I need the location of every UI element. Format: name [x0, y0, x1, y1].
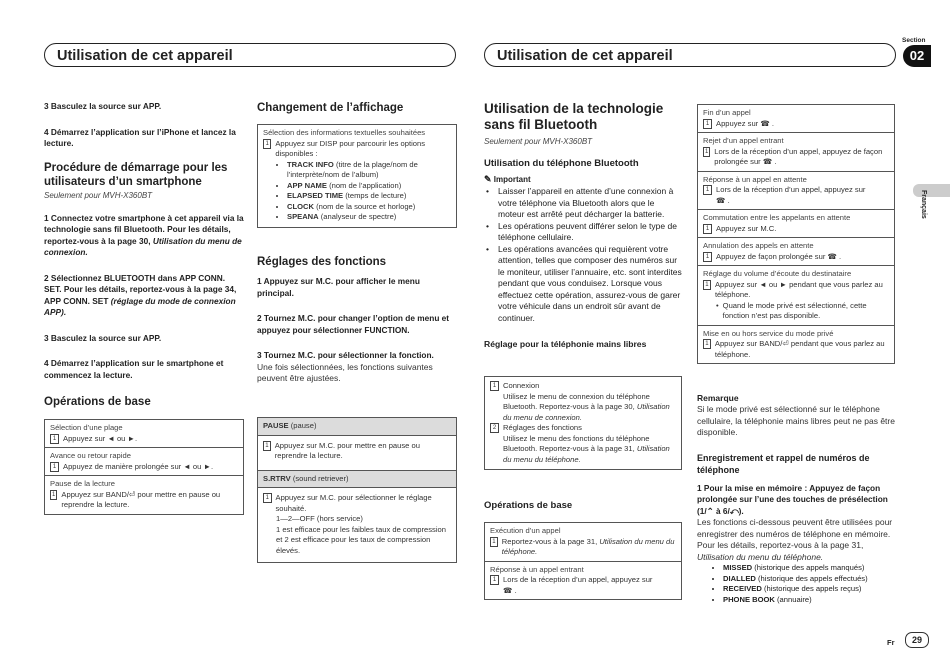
step: 4 Démarrez l’application sur l’iPhone et lancez la lecture.	[44, 126, 236, 148]
section-heading: Procédure de démarrage pour les utilisateurs d’un smartphone	[44, 161, 228, 188]
language-tab	[913, 184, 950, 197]
section-heading: Réglages des fonctions	[257, 256, 387, 268]
list-item: • SPEANA (analyseur de spectre)	[287, 212, 451, 223]
column-3	[484, 101, 682, 350]
step: 1 Connectez votre smartphone à cet appareil via la technologie sans fil Bluetooth. Pour les détails, reportez-vous à la page 30, Utilisation du menu de connexion.	[44, 212, 244, 257]
table-row: Réponse à un appel entrant 1 Lors de la réception d’un appel, appuyez sur ☎ .	[490, 564, 653, 595]
table-row: Avance ou retour rapide 1 Appuyez de manière prolongée sur ◄ ou ►.	[45, 448, 243, 476]
language-label: Français	[920, 190, 927, 219]
table-row: Sélection d’une plage 1 Appuyez sur ◄ ou ►.	[45, 420, 243, 448]
handsfree-table	[484, 376, 682, 470]
column-3-ops	[484, 500, 682, 512]
important-label: ✎ Important	[484, 174, 531, 184]
paragraph: Les fonctions ci-dessous peuvent être utilisées pour enregistrer des numéros de téléphone en mémoire. Pour les détails, reportez-vous à la page 31, Utilisation du menu du téléphone.	[697, 517, 893, 562]
paragraph: Une fois sélectionnées, les fonctions suivantes peuvent être ajustées.	[257, 361, 433, 383]
step: 1 Appuyez sur M.C. pour afficher le menu principal.	[257, 276, 420, 298]
step: 3 Tournez M.C. pour sélectionner la fonction.	[257, 350, 434, 360]
column-2-functions	[257, 255, 457, 385]
important-icon: ✎	[484, 174, 492, 184]
column-1	[44, 101, 244, 409]
section-label: Section	[902, 37, 926, 44]
table-row: Réglage du volume d’écoute du destinataire 1 Appuyez sur ◄ ou ► pendant que vous parlez au téléphone. • Quand le mode privé est sélectionné, cette fonction n’est pas disponible.	[698, 266, 894, 326]
list-item: • PHONE BOOK (annuaire)	[723, 595, 897, 606]
list-item: • APP NAME (nom de l’application)	[287, 181, 451, 192]
phone-icon: ☎	[827, 251, 837, 261]
column-2	[257, 101, 457, 115]
phone-ops-table	[697, 104, 895, 364]
page-title: Utilisation de la technologie sans fil Bluetooth	[484, 101, 664, 132]
column-4-text	[697, 392, 897, 605]
footer-language: Fr	[887, 638, 895, 647]
display-table	[257, 124, 457, 228]
table-row: Annulation des appels en attente 1 Appuyez de façon prolongée sur ☎ .	[698, 238, 894, 266]
section-heading: Opérations de base	[44, 396, 151, 408]
list-item: • TRACK INFO (titre de la plage/nom de l’interprète/nom de l’album)	[287, 160, 451, 181]
phone-icon: ☎	[762, 157, 773, 166]
left-header: Utilisation de cet appareil	[44, 43, 456, 67]
list-item: • Les opérations avancées qui requièrent votre attention, telles que composer des numéros sur le moniteur, utiliser l’annuaire, etc. sont interdites pendant que vous conduisez. Lorsque vous effectuez cette opération, assurez-vous de garer votre véhicule dans un endroit sûr avant de continuer.	[494, 244, 682, 325]
section-heading: Opérations de base	[484, 500, 573, 511]
list-item: • DIALLED (historique des appels effectués)	[723, 574, 897, 585]
step: 3 Basculez la source sur APP.	[44, 332, 162, 343]
section-heading: Utilisation du téléphone Bluetooth	[484, 158, 639, 169]
table-row: Fin d’un appel 1 Appuyez sur ☎ .	[698, 105, 894, 133]
table-row: Réponse à un appel en attente 1 Lors de la réception d’un appel, appuyez sur ☎ .	[698, 172, 894, 211]
model-note: Seulement pour MVH-X360BT	[44, 190, 153, 200]
step: 2 Sélectionnez BLUETOOTH dans APP CONN. SET. Pour les détails, reportez-vous à la page 34, APP CONN. SET (réglage du mode de connexion APP).	[44, 272, 237, 317]
table-row: 1 Appuyez sur M.C. pour mettre en pause ou reprendre la lecture.	[258, 436, 456, 471]
model-note: Seulement pour MVH-X360BT	[484, 137, 593, 146]
step: 3 Basculez la source sur APP.	[44, 101, 162, 111]
table-row: 1 Appuyez sur M.C. pour sélectionner le réglage souhaité. 1—2—OFF (hors service) 1 est efficace pour les faibles taux de compression et 2 est efficace pour les taux de compression élevés.	[258, 488, 456, 562]
important-list	[484, 186, 682, 324]
step: 1 Pour la mise en mémoire : Appuyez de façon prolongée sur l’une des touches de présélection (1/⌃ à 6/⤺).	[697, 482, 888, 516]
list-item: • CLOCK (nom de la source et horloge)	[287, 202, 451, 213]
list-item: • MISSED (historique des appels manqués)	[723, 563, 897, 574]
table-row: Rejet d’un appel entrant 1 Lors de la réception d’un appel, appuyez de façon prolongée sur ☎ .	[698, 133, 894, 172]
table-row: Pause de la lecture 1 Appuyez sur BAND/⏎ pour mettre en pause ou reprendre la lecture.	[50, 479, 221, 509]
table-row: 1 Connexion Utilisez le menu de connexion du téléphone Bluetooth. Reportez-vous à la page 30, Utilisation du menu de connexion. 2 Réglages des fonctions Utilisez le menu des fonctions du téléphone Bluetooth. Reportez-vous à la page 31, Utilisation du menu du téléphone.	[485, 377, 681, 469]
section-heading: Enregistrement et rappel de numéros de téléphone	[697, 452, 870, 475]
table-row: Exécution d’un appel 1 Reportez-vous à la page 31, Utilisation du menu du téléphone.	[485, 523, 681, 562]
call-ops-table	[484, 522, 682, 600]
section-number: 02	[903, 45, 931, 67]
phone-icon: ☎	[760, 118, 770, 128]
history-list	[697, 563, 897, 605]
step: 2 Tournez M.C. pour changer l’option de menu et appuyez pour sélectionner FUNCTION.	[257, 313, 450, 335]
remark-text: Si le mode privé est sélectionné sur le téléphone cellulaire, la téléphonie mains libres peut ne pas être disponible.	[697, 404, 895, 437]
page-number: 29	[905, 632, 929, 648]
step: 4 Démarrez l’application sur le smartphone et commencez la lecture.	[44, 358, 224, 380]
list-item: • Laisser l’appareil en attente d’une connexion à votre téléphone via Bluetooth alors que le moteur est arrêté peut décharger la batterie.	[494, 186, 682, 221]
table-header-row: S.RTRV (sound retriever)	[258, 471, 456, 489]
phone-icon: ☎	[716, 195, 726, 205]
table-row: Mise en ou hors service du mode privé 1 Appuyez sur BAND/⏎ pendant que vous parlez au téléphone.	[703, 328, 885, 359]
list-item: • Les opérations peuvent différer selon le type de téléphone cellulaire.	[494, 221, 682, 244]
functions-table	[257, 417, 457, 563]
right-header: Utilisation de cet appareil	[484, 43, 896, 67]
section-heading: Changement de l’affichage	[257, 102, 404, 114]
table-row: Sélection des informations textuelles souhaitées 1 Appuyez sur DISP pour parcourir les options disponibles : • TRACK INFO (titre de la plage/nom de l’interprète/nom de l’album) • APP NAME (nom de l’application) • ELAPSED TIME (temps de lecture) • CLOCK (nom de la source et horloge) • SPEANA (analyseur de spectre)	[258, 125, 456, 227]
list-item: • RECEIVED (historique des appels reçus)	[723, 584, 897, 595]
section-heading: Réglage pour la téléphonie mains libres	[484, 339, 647, 349]
table-header-row: PAUSE (pause)	[258, 418, 456, 436]
basic-ops-table	[44, 419, 244, 515]
phone-icon: ☎	[503, 585, 513, 595]
list-item: • ELAPSED TIME (temps de lecture)	[287, 191, 451, 202]
table-row: Commutation entre les appelants en attente 1 Appuyez sur M.C.	[698, 210, 894, 238]
option-list	[263, 160, 451, 223]
remark-heading: Remarque	[697, 393, 739, 403]
